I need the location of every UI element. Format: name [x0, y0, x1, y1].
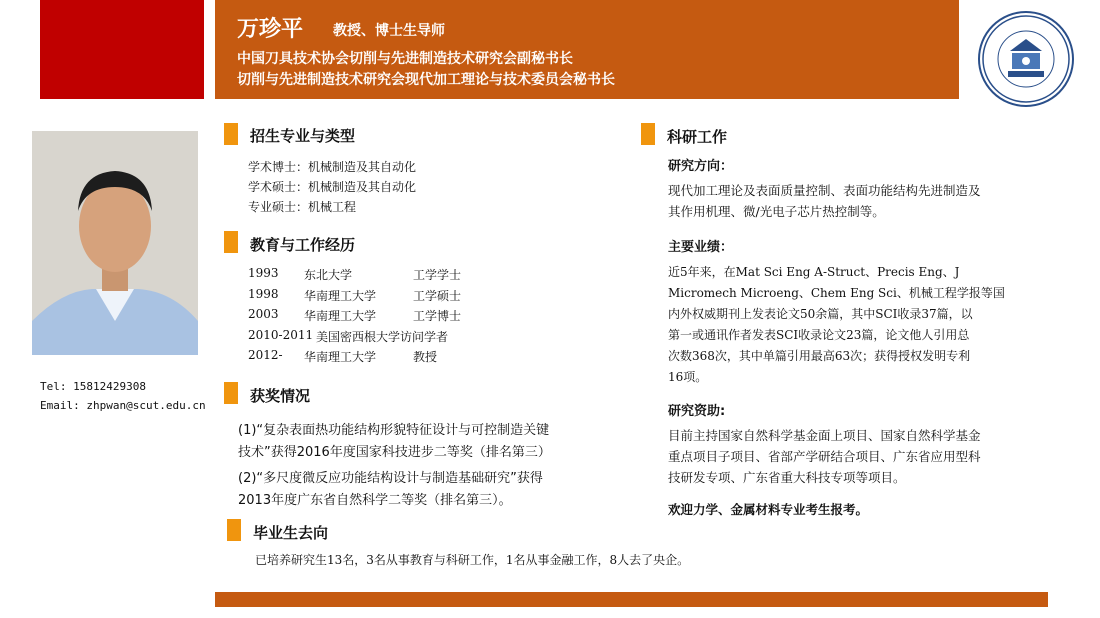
section-title-admission: 招生专业与类型: [250, 127, 356, 145]
education-place: 华南理工大学: [304, 350, 377, 364]
admission-item: 学术硕士：机械制造及其自动化: [248, 180, 417, 194]
education-year: 2010-2011: [248, 328, 314, 342]
person-name: 万珍平: [237, 17, 304, 42]
education-year: 1993: [248, 266, 279, 280]
education-place: 东北大学: [304, 268, 353, 282]
education-place: 华南理工大学: [304, 309, 377, 323]
research-direction-line: 现代加工理论及表面质量控制、表面功能结构先进制造及: [668, 183, 981, 198]
contact-email: Email: zhpwan@scut.edu.cn: [40, 399, 206, 412]
section-title-research: 科研工作: [667, 128, 728, 146]
funding-line: 技研发专项、广东省重大科技专项等项目。: [668, 470, 906, 485]
achievements-line: Micromech Microeng、Chem Eng Sci、机械工程学报等国: [668, 286, 1005, 300]
funding-heading: 研究资助:: [668, 404, 726, 419]
red-header-block: [40, 0, 204, 99]
header-banner: [215, 0, 959, 99]
achievements-line: 16项。: [668, 370, 708, 384]
award-line: (2)“多尺度微反应功能结构设计与制造基础研究”获得: [238, 471, 543, 486]
research-direction-heading: 研究方向：: [668, 159, 734, 174]
admission-item: 学术博士：机械制造及其自动化: [248, 160, 417, 174]
section-title-awards: 获奖情况: [250, 387, 311, 405]
admission-item: 专业硕士：机械工程: [248, 200, 357, 214]
education-year: 2012-: [248, 348, 283, 362]
education-year: 1998: [248, 287, 279, 301]
education-degree: 工学博士: [413, 309, 462, 323]
bottom-bar: [215, 592, 1048, 607]
education-place: 华南理工大学: [304, 289, 377, 303]
achievements-line: 内外权威期刊上发表论文50余篇，其中SCI收录37篇，以: [668, 307, 973, 321]
section-marker: [227, 519, 241, 541]
funding-line: 目前主持国家自然科学基金面上项目、国家自然科学基金: [668, 428, 981, 443]
graduates-text: 已培养研究生13名，3名从事教育与科研工作，1名从事金融工作，8人去了央企。: [255, 553, 690, 567]
section-title-education: 教育与工作经历: [250, 236, 356, 254]
position-line-1: 中国刀具技术协会切削与先进制造技术研究会副秘书长: [237, 51, 573, 67]
education-place: 美国密西根大学访问学者: [316, 330, 449, 344]
education-degree: 工学硕士: [413, 289, 462, 303]
award-line: (1)“复杂表面热功能结构形貌特征设计与可控制造关键: [238, 423, 550, 438]
achievements-line: 近5年来，在Mat Sci Eng A-Struct、Precis Eng、J: [668, 265, 960, 279]
section-marker: [641, 123, 655, 145]
education-degree: 教授: [413, 350, 438, 364]
section-marker: [224, 231, 238, 253]
portrait-photo: [32, 131, 198, 355]
position-line-2: 切削与先进制造技术研究会现代加工理论与技术委员会秘书长: [237, 72, 615, 88]
contact-tel: Tel: 15812429308: [40, 380, 146, 393]
achievements-line: 第一或通讯作者发表SCI收录论文23篇，论文他人引用总: [668, 328, 970, 342]
award-line: 2013年度广东省自然科学二等奖（排名第三）。: [238, 493, 512, 508]
section-title-graduates: 毕业生去向: [253, 524, 329, 542]
section-marker: [224, 123, 238, 145]
university-logo-icon: [978, 11, 1074, 107]
education-degree: 工学学士: [413, 268, 462, 282]
funding-line: 重点项目子项目、省部产学研结合项目、广东省应用型科: [668, 449, 981, 464]
person-role: 教授、博士生导师: [333, 23, 445, 39]
achievements-line: 次数368次，其中单篇引用最高63次；获得授权发明专利: [668, 349, 971, 363]
welcome-note: 欢迎力学、金属材料专业考生报考。: [668, 502, 869, 517]
research-direction-line: 其作用机理、微/光电子芯片热控制等。: [668, 204, 885, 219]
award-line: 技术”获得2016年度国家科技进步二等奖（排名第三）: [238, 445, 551, 460]
achievements-heading: 主要业绩：: [668, 240, 734, 255]
section-marker: [224, 382, 238, 404]
education-year: 2003: [248, 307, 279, 321]
